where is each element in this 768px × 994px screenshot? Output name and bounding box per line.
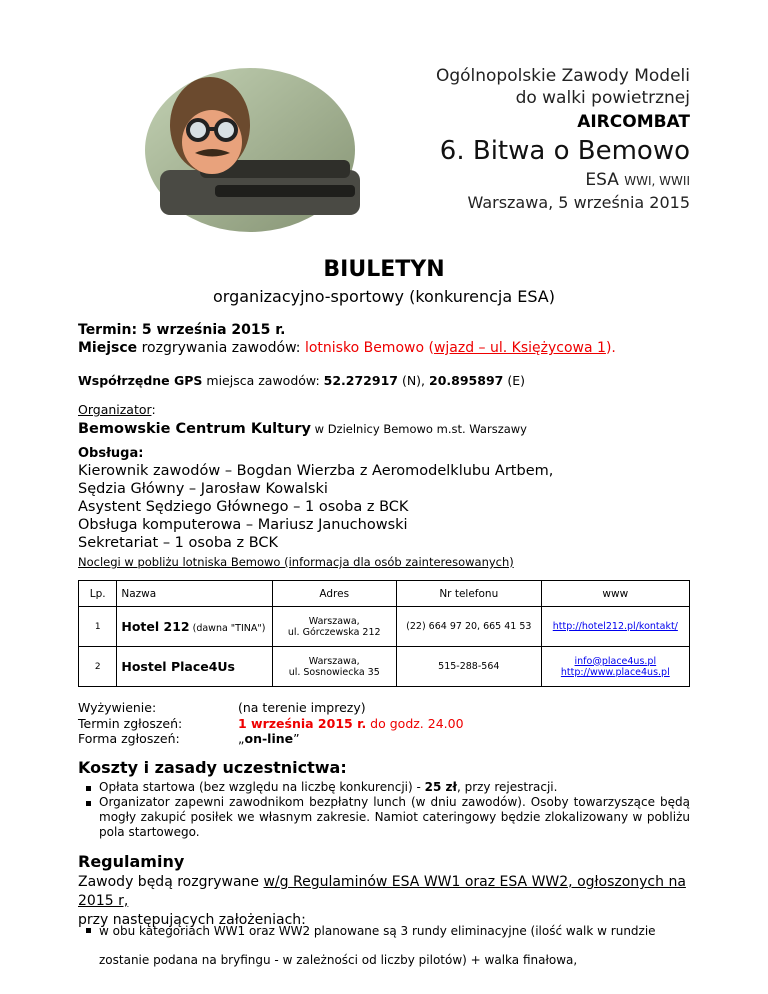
organizator: Bemowskie Centrum Kultury w Dzielnicy Bemowo m.st. Warszawy: [78, 421, 527, 437]
koszty-list: [86, 780, 690, 840]
col-lp: Lp.: [79, 581, 117, 607]
document-title: BIULETYN: [323, 257, 445, 282]
table-row: 1 Hotel 212 (dawna "TINA") Warszawa, ul. Górczewska 212 (22) 664 97 20, 665 41 53 http://hotel212.pl/kontakt/: [79, 607, 690, 647]
email-link[interactable]: info@place4us.pl: [574, 655, 657, 667]
col-www: www: [541, 581, 689, 607]
col-nazwa: Nazwa: [117, 581, 272, 607]
table-row: 2 Hostel Place4Us Warszawa, ul. Sosnowiecka 35 515-288-564 info@place4us.pl http://www.place4us.pl: [79, 647, 690, 687]
obsluga-list: [78, 462, 553, 552]
obsluga-line: Asystent Sędziego Głównego – 1 osoba z BCK: [78, 499, 409, 515]
termin: Termin: 5 września 2015 r.: [78, 322, 286, 338]
hotel-link[interactable]: http://hotel212.pl/kontakt/: [552, 621, 678, 632]
regulaminy-list: [86, 917, 690, 975]
list-item: Organizator zapewni zawodnikom bezpłatny lunch (w dniu zawodów). Osoby towarzyszące będą mogły zakupić posiłek we własnym zakresie. Namiot cateringowy będzie zlokalizowany w pobliżu pola startowego.: [86, 795, 690, 840]
header-line4: 6. Bitwa o Bemowo: [439, 136, 690, 166]
header-line3: AIRCOMBAT: [577, 112, 690, 132]
list-item: w obu kategoriach WW1 oraz WW2 planowane są 3 rundy eliminacyjne (ilość walk w rundzie zostanie podana na bryfingu - w zależności od liczby pilotów) + walka finałowa,: [86, 917, 690, 975]
miejsce: Miejsce rozgrywania zawodów: lotnisko Bemowo (wjazd – ul. Księżycowa 1).: [78, 340, 616, 356]
document-subtitle: organizacyjno-sportowy (konkurencja ESA): [213, 287, 555, 306]
organizator-label: Organizator:: [78, 402, 156, 417]
regulaminy-text: Zawody będą rozgrywane w/g Regulaminów ESA WW1 oraz ESA WW2, ogłoszonych na 2015 r, przy następujących założeniach:: [78, 874, 686, 928]
info-labels: Wyżywienie: Termin zgłoszeń: Forma zgłoszeń:: [78, 700, 183, 746]
col-adres: Adres: [272, 581, 396, 607]
col-telefon: Nr telefonu: [396, 581, 541, 607]
regulaminy-title: Regulaminy: [78, 852, 185, 871]
header-line5: ESA WWI, WWII: [585, 170, 690, 190]
list-item: Opłata startowa (bez względu na liczbę konkurencji) - 25 zł, przy rejestracji.: [86, 780, 690, 795]
obsluga-line: Sekretariat – 1 osoba z BCK: [78, 535, 279, 551]
pilot-photo: [140, 50, 360, 235]
gps-coordinates: Współrzędne GPS miejsca zawodów: 52.272917 (N), 20.895897 (E): [78, 373, 525, 388]
koszty-title: Koszty i zasady uczestnictwa:: [78, 758, 347, 777]
obsluga-line: Sędzia Główny – Jarosław Kowalski: [78, 481, 328, 497]
table-header-row: [79, 581, 690, 607]
header-line6: Warszawa, 5 września 2015: [467, 193, 690, 212]
obsluga-line: Kierownik zawodów – Bogdan Wierzba z Aeromodelklubu Artbem,: [78, 463, 554, 479]
hotels-table: [78, 580, 690, 687]
obsluga-label: Obsługa:: [78, 446, 144, 461]
info-values: (na terenie imprezy) 1 września 2015 r. do godz. 24.00 „on-line”: [238, 700, 464, 746]
header-line2: do walki powietrznej: [515, 88, 690, 108]
noclegi-heading: Noclegi w pobliżu lotniska Bemowo (informacja dla osób zainteresowanych): [78, 555, 514, 569]
header-line1: Ogólnopolskie Zawody Modeli: [435, 66, 690, 86]
obsluga-line: Obsługa komputerowa – Mariusz Januchowski: [78, 517, 408, 533]
hostel-link[interactable]: http://www.place4us.pl: [560, 666, 670, 678]
